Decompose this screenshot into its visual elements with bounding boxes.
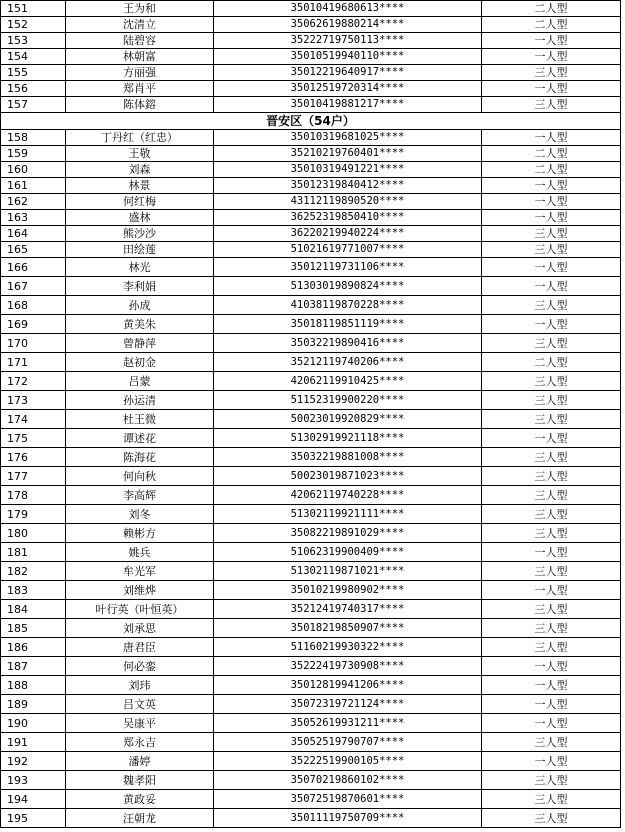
household-type-cell: 三人型 [482,410,621,429]
name-cell: 吕蒙 [66,372,214,391]
name-cell: 陆碧容 [66,33,214,49]
id-number-cell: 51302119921111**** [214,505,482,524]
row-number-cell: 172 [1,372,66,391]
household-type-cell: 三人型 [482,448,621,467]
name-cell: 黄美朱 [66,315,214,334]
id-number-cell: 41038119870228**** [214,296,482,315]
id-number-cell: 36220219940224**** [214,226,482,242]
table-row [1,353,621,372]
name-cell: 刘冬 [66,505,214,524]
household-type-cell: 三人型 [482,790,621,809]
table-row [1,1,621,17]
table-row [1,33,621,49]
table-row [1,600,621,619]
name-cell: 盛林 [66,210,214,226]
household-type-cell: 一人型 [482,543,621,562]
household-type-cell: 一人型 [482,130,621,146]
table-row [1,486,621,505]
household-type-cell: 二人型 [482,353,621,372]
id-number-cell: 35010319681025**** [214,130,482,146]
name-cell: 郑肖平 [66,81,214,97]
id-number-cell: 51160219930322**** [214,638,482,657]
row-number-cell: 190 [1,714,66,733]
household-type-cell: 三人型 [482,562,621,581]
row-number-cell: 189 [1,695,66,714]
row-number-cell: 182 [1,562,66,581]
table-row [1,242,621,258]
row-number-cell: 160 [1,162,66,178]
household-type-cell: 一人型 [482,657,621,676]
row-number-cell: 153 [1,33,66,49]
household-type-cell: 二人型 [482,162,621,178]
name-cell: 唐君臣 [66,638,214,657]
row-number-cell: 179 [1,505,66,524]
household-type-cell: 一人型 [482,429,621,448]
name-cell: 刘维烨 [66,581,214,600]
row-number-cell: 183 [1,581,66,600]
row-number-cell: 186 [1,638,66,657]
row-number-cell: 162 [1,194,66,210]
row-number-cell: 176 [1,448,66,467]
name-cell: 方丽强 [66,65,214,81]
household-type-cell: 三人型 [482,391,621,410]
id-number-cell: 35018219850907**** [214,619,482,638]
row-number-cell: 173 [1,391,66,410]
name-cell: 陈海花 [66,448,214,467]
name-cell: 熊沙沙 [66,226,214,242]
name-cell: 杜王微 [66,410,214,429]
id-number-cell: 35222519900105**** [214,752,482,771]
row-number-cell: 194 [1,790,66,809]
table-row [1,258,621,277]
id-number-cell: 51152319900220**** [214,391,482,410]
id-number-cell: 35012319840412**** [214,178,482,194]
name-cell: 陈体鎔 [66,97,214,113]
id-number-cell: 35082219891029**** [214,524,482,543]
household-type-cell: 三人型 [482,372,621,391]
id-number-cell: 35052619931211**** [214,714,482,733]
id-number-cell: 42062119910425**** [214,372,482,391]
row-number-cell: 156 [1,81,66,97]
table-row [1,97,621,113]
table-row [1,429,621,448]
id-number-cell: 35072519870601**** [214,790,482,809]
id-number-cell: 35010419680613**** [214,1,482,17]
id-number-cell: 35018119851119**** [214,315,482,334]
table-row [1,410,621,429]
row-number-cell: 178 [1,486,66,505]
row-number-cell: 166 [1,258,66,277]
household-type-cell: 一人型 [482,695,621,714]
household-type-cell: 三人型 [482,296,621,315]
table-row [1,17,621,33]
name-cell: 田绘莲 [66,242,214,258]
table-row [1,210,621,226]
name-cell: 林光 [66,258,214,277]
household-type-cell: 一人型 [482,178,621,194]
name-cell: 潘婷 [66,752,214,771]
name-cell: 郑永吉 [66,733,214,752]
name-cell: 何红梅 [66,194,214,210]
household-type-cell: 一人型 [482,194,621,210]
household-type-cell: 一人型 [482,210,621,226]
household-type-cell: 一人型 [482,315,621,334]
row-number-cell: 155 [1,65,66,81]
household-type-cell: 二人型 [482,1,621,17]
row-number-cell: 161 [1,178,66,194]
name-cell: 魏孝阳 [66,771,214,790]
row-number-cell: 165 [1,242,66,258]
id-number-cell: 35070219860102**** [214,771,482,790]
household-type-cell: 三人型 [482,242,621,258]
name-cell: 丁丹红（红忠） [66,130,214,146]
row-number-cell: 171 [1,353,66,372]
name-cell: 谭述花 [66,429,214,448]
id-number-cell: 35012219640917**** [214,65,482,81]
name-cell: 刘玮 [66,676,214,695]
name-cell: 姚兵 [66,543,214,562]
id-number-cell: 35012119731106**** [214,258,482,277]
table-row [1,81,621,97]
name-cell: 吕文英 [66,695,214,714]
row-number-cell: 154 [1,49,66,65]
id-number-cell: 35222419730908**** [214,657,482,676]
table-row [1,714,621,733]
table-row [1,146,621,162]
name-cell: 黄政妥 [66,790,214,809]
row-number-cell: 164 [1,226,66,242]
row-number-cell: 152 [1,17,66,33]
row-number-cell: 167 [1,277,66,296]
household-type-cell: 二人型 [482,17,621,33]
table-row [1,524,621,543]
household-type-cell: 三人型 [482,334,621,353]
name-cell: 李利娟 [66,277,214,296]
table-row [1,752,621,771]
id-number-cell: 51021619771007**** [214,242,482,258]
row-number-cell: 163 [1,210,66,226]
table-row [1,391,621,410]
household-type-cell: 一人型 [482,581,621,600]
id-number-cell: 35032219881008**** [214,448,482,467]
household-type-cell: 一人型 [482,676,621,695]
table-row [1,467,621,486]
household-type-cell: 一人型 [482,277,621,296]
district-section-header-group [1,113,621,130]
table-row [1,277,621,296]
id-number-cell: 43112119890520**** [214,194,482,210]
name-cell: 林朝富 [66,49,214,65]
table-row [1,372,621,391]
table-row [1,65,621,81]
row-number-cell: 170 [1,334,66,353]
household-type-cell: 一人型 [482,81,621,97]
table-row [1,505,621,524]
district-section-row [1,113,621,130]
name-cell: 王为和 [66,1,214,17]
household-type-cell: 三人型 [482,226,621,242]
table-row [1,619,621,638]
table-row [1,809,621,828]
name-cell: 刘森 [66,162,214,178]
table-row [1,49,621,65]
household-type-cell: 三人型 [482,733,621,752]
name-cell: 汪朝龙 [66,809,214,828]
row-number-cell: 181 [1,543,66,562]
district-section-header: 晋安区（54户） [1,113,621,130]
id-number-cell: 35010519940110**** [214,49,482,65]
row-number-cell: 175 [1,429,66,448]
row-number-cell: 151 [1,1,66,17]
id-number-cell: 35212119740206**** [214,353,482,372]
table-row [1,194,621,210]
name-cell: 王敬 [66,146,214,162]
table-row [1,226,621,242]
row-number-cell: 184 [1,600,66,619]
household-type-cell: 三人型 [482,65,621,81]
id-number-cell: 42062119740228**** [214,486,482,505]
table-row [1,315,621,334]
table-section-after [1,130,621,828]
table-row [1,562,621,581]
table-row [1,543,621,562]
household-type-cell: 三人型 [482,505,621,524]
id-number-cell: 35052519790707**** [214,733,482,752]
id-number-cell: 35010419881217**** [214,97,482,113]
table-section-before [1,1,621,113]
name-cell: 吴康平 [66,714,214,733]
row-number-cell: 174 [1,410,66,429]
name-cell: 沈清立 [66,17,214,33]
household-type-cell: 一人型 [482,752,621,771]
household-type-cell: 三人型 [482,486,621,505]
household-type-cell: 一人型 [482,714,621,733]
name-cell: 林景 [66,178,214,194]
table-row [1,638,621,657]
row-number-cell: 195 [1,809,66,828]
id-number-cell: 51302119871021**** [214,562,482,581]
household-type-cell: 三人型 [482,809,621,828]
table-row [1,581,621,600]
row-number-cell: 193 [1,771,66,790]
name-cell: 赵初金 [66,353,214,372]
id-number-cell: 35222719750113**** [214,33,482,49]
table-row [1,676,621,695]
table-row [1,130,621,146]
row-number-cell: 177 [1,467,66,486]
row-number-cell: 191 [1,733,66,752]
household-type-cell: 三人型 [482,524,621,543]
row-number-cell: 157 [1,97,66,113]
table-row [1,334,621,353]
table-row [1,771,621,790]
row-number-cell: 185 [1,619,66,638]
table-row [1,657,621,676]
id-number-cell: 35010219980902**** [214,581,482,600]
row-number-cell: 192 [1,752,66,771]
table-row [1,790,621,809]
id-number-cell: 35062619880214**** [214,17,482,33]
row-number-cell: 168 [1,296,66,315]
row-number-cell: 188 [1,676,66,695]
household-type-cell: 三人型 [482,97,621,113]
household-type-cell: 二人型 [482,146,621,162]
id-number-cell: 51062319900409**** [214,543,482,562]
household-type-cell: 三人型 [482,771,621,790]
id-number-cell: 35011119750709**** [214,809,482,828]
id-number-cell: 50023019920829**** [214,410,482,429]
table-row [1,178,621,194]
table-row [1,296,621,315]
name-cell: 李高辉 [66,486,214,505]
name-cell: 叶行英（叶恒英） [66,600,214,619]
household-type-cell: 一人型 [482,33,621,49]
id-number-cell: 35210219760401**** [214,146,482,162]
id-number-cell: 35212419740317**** [214,600,482,619]
id-number-cell: 51302919921118**** [214,429,482,448]
name-cell: 何必銮 [66,657,214,676]
row-number-cell: 187 [1,657,66,676]
household-type-cell: 三人型 [482,638,621,657]
household-type-cell: 三人型 [482,467,621,486]
id-number-cell: 50023019871023**** [214,467,482,486]
id-number-cell: 35032219890416**** [214,334,482,353]
name-cell: 赖彬方 [66,524,214,543]
row-number-cell: 169 [1,315,66,334]
row-number-cell: 159 [1,146,66,162]
name-cell: 孙运清 [66,391,214,410]
name-cell: 牟光军 [66,562,214,581]
id-number-cell: 35012519720314**** [214,81,482,97]
household-type-cell: 三人型 [482,619,621,638]
household-type-cell: 一人型 [482,49,621,65]
id-number-cell: 51303019890824**** [214,277,482,296]
id-number-cell: 35072319721124**** [214,695,482,714]
row-number-cell: 158 [1,130,66,146]
table-row [1,162,621,178]
table-row [1,448,621,467]
name-cell: 刘承思 [66,619,214,638]
table-row [1,695,621,714]
name-cell: 曾静萍 [66,334,214,353]
id-number-cell: 35012819941206**** [214,676,482,695]
household-type-cell: 一人型 [482,258,621,277]
id-number-cell: 35010319491221**** [214,162,482,178]
id-number-cell: 36252319850410**** [214,210,482,226]
name-cell: 孙成 [66,296,214,315]
name-cell: 何向秋 [66,467,214,486]
row-number-cell: 180 [1,524,66,543]
table-row [1,733,621,752]
household-type-cell: 三人型 [482,600,621,619]
